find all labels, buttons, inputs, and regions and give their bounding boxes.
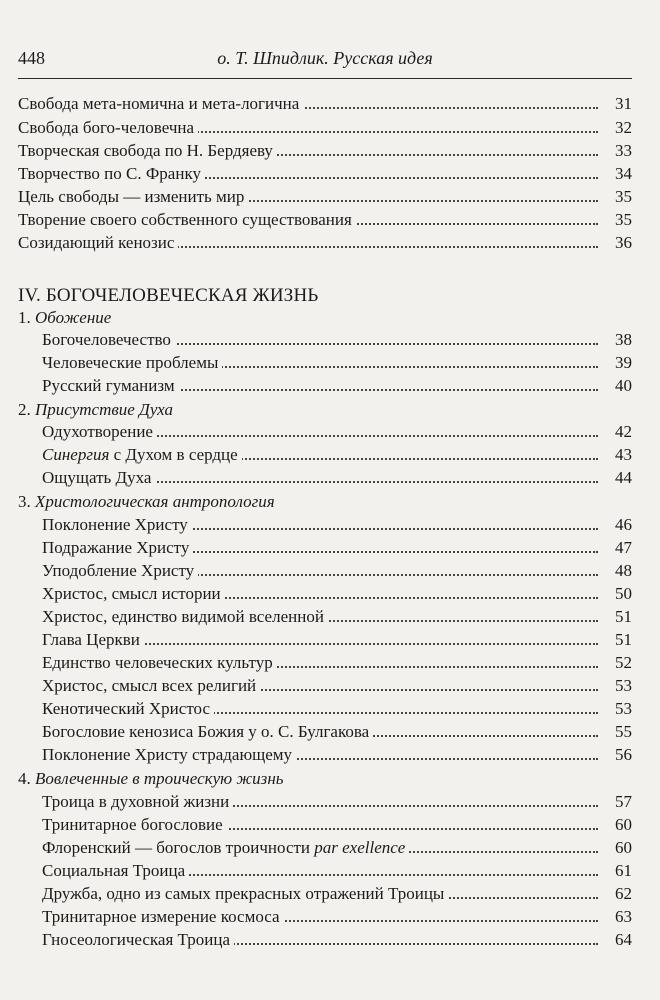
toc-entry: Богословие кенозиса Божия у о. С. Булгакова 55 <box>42 722 632 741</box>
toc-entry: Христос, единство видимой вселенной 51 <box>42 607 632 626</box>
toc-entry: Синергия с Духом в сердце 43 <box>42 445 632 464</box>
subsection-heading: 2. Присутствие Духа <box>18 400 173 419</box>
toc-entry: Поклонение Христу страдающему 56 <box>42 745 632 764</box>
toc-entry: Тринитарное измерение космоса 63 <box>42 907 632 926</box>
subsection-heading: 1. Обожение <box>18 308 112 327</box>
subsection-heading: 4. Вовлеченные в троическую жизнь <box>18 769 284 788</box>
section-title: IV. БОГОЧЕЛОВЕЧЕСКАЯ ЖИЗНЬ <box>18 285 319 306</box>
subsection-heading: 3. Христологическая антропология <box>18 492 275 511</box>
toc-entry: Творение своего собственного существования 35 <box>18 210 632 229</box>
toc-entry: Русский гуманизм 40 <box>42 376 632 395</box>
toc-entry: Созидающий кенозис 36 <box>18 233 632 252</box>
running-title: о. Т. Шпидлик. Русская идея <box>217 48 433 68</box>
toc-entry: Кенотический Христос 53 <box>42 699 632 718</box>
toc-entry: Свобода бого-человечна 32 <box>18 118 632 137</box>
header-rule <box>18 78 632 79</box>
toc-entry: Одухотворение 42 <box>42 422 632 441</box>
toc-entry: Тринитарное богословие 60 <box>42 815 632 834</box>
toc-entry: Христос, смысл истории 50 <box>42 584 632 603</box>
toc-entry: Дружба, одно из самых прекрасных отражений Троицы 62 <box>42 884 632 903</box>
toc-entry: Цель свободы — изменить мир 35 <box>18 187 632 206</box>
toc-entry: Троица в духовной жизни 57 <box>42 792 632 811</box>
toc-entry: Глава Церкви 51 <box>42 630 632 649</box>
toc-entry: Творчество по С. Франку 34 <box>18 164 632 183</box>
toc-entry: Свобода мета-номична и мета-логична 31 <box>18 94 632 113</box>
toc-entry: Флоренский — богослов троичности par exellence 60 <box>42 838 632 857</box>
toc-entry: Поклонение Христу 46 <box>42 515 632 534</box>
toc-entry: Ощущать Духа 44 <box>42 468 632 487</box>
toc-entry: Единство человеческих культур 52 <box>42 653 632 672</box>
toc-entry: Человеческие проблемы 39 <box>42 353 632 372</box>
toc-entry: Уподобление Христу 48 <box>42 561 632 580</box>
running-header <box>18 48 632 74</box>
toc-entry: Социальная Троица 61 <box>42 861 632 880</box>
toc-entry: Христос, смысл всех религий 53 <box>42 676 632 695</box>
toc-entry: Творческая свобода по Н. Бердяеву 33 <box>18 141 632 160</box>
toc-entry: Подражание Христу 47 <box>42 538 632 557</box>
toc-entry: Богочеловечество 38 <box>42 330 632 349</box>
page-number: 448 <box>18 48 45 68</box>
toc-entry: Гносеологическая Троица 64 <box>42 930 632 949</box>
